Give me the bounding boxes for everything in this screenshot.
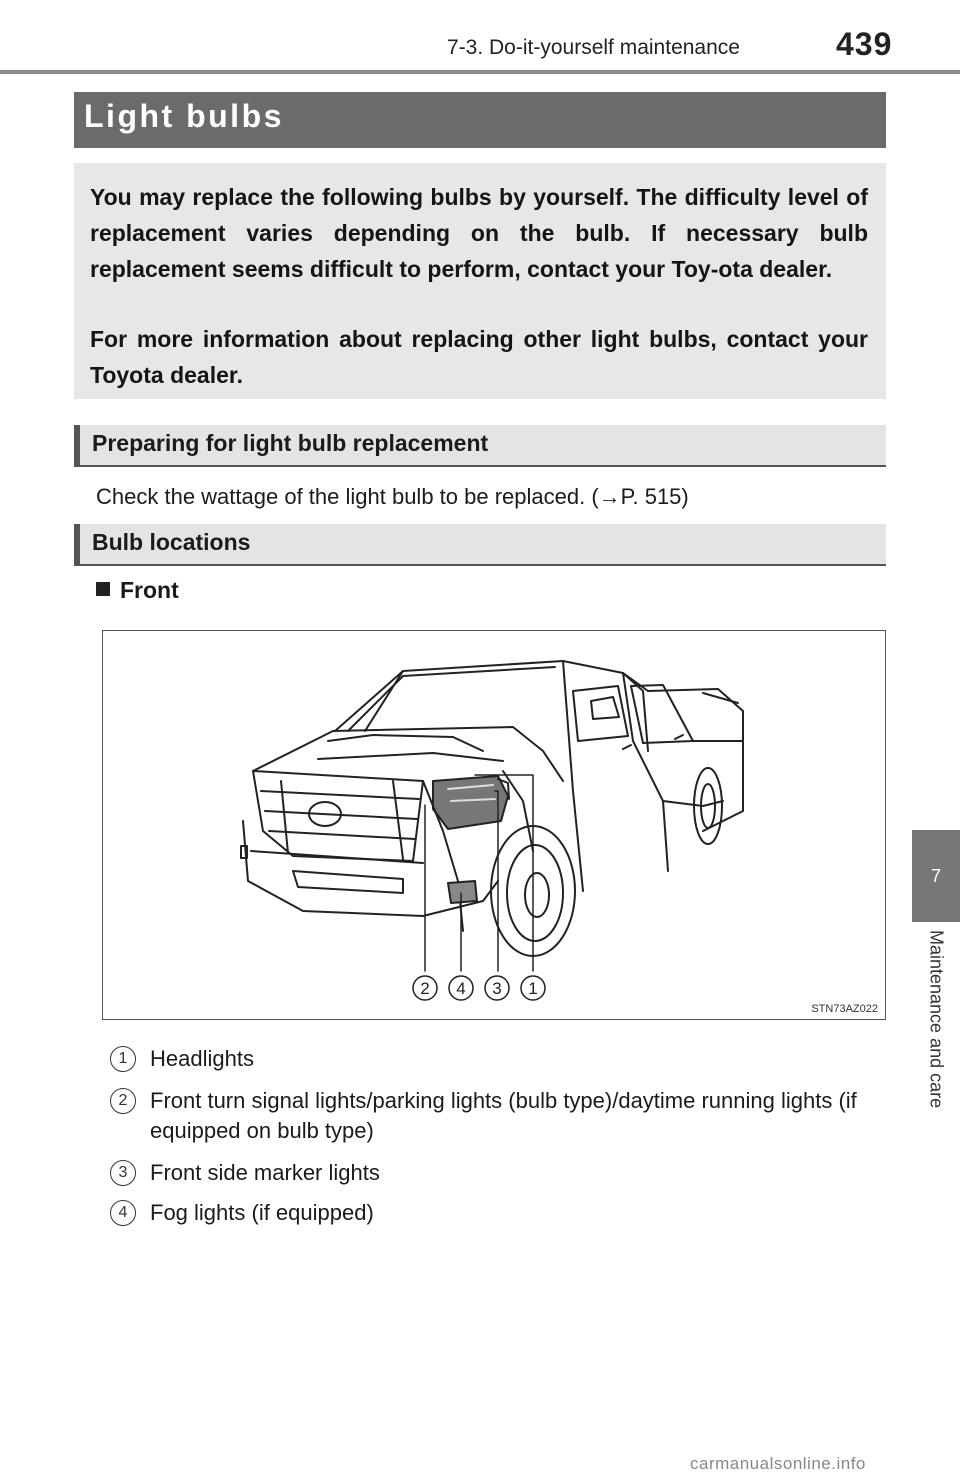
callout-label: 1 <box>528 979 538 998</box>
legend-text: Headlights <box>150 1046 254 1071</box>
chapter-tab <box>912 922 960 1182</box>
legend-number: 2 <box>110 1088 136 1114</box>
header-section-title: 7-3. Do-it-yourself maintenance <box>447 36 740 59</box>
section-heading-text: Preparing for light bulb replacement <box>92 430 489 456</box>
section-heading-text: Bulb locations <box>92 529 251 555</box>
legend-text: Front turn signal lights/parking lights (bulb type)/daytime running lights (if equipped on bulb type) <box>150 1088 857 1143</box>
callout-label: 3 <box>492 979 502 998</box>
legend-number: 4 <box>110 1200 136 1226</box>
header-rule <box>0 70 960 74</box>
figure-code: STN73AZ022 <box>811 1003 878 1015</box>
legend-text: Fog lights (if equipped) <box>150 1200 374 1225</box>
truck-figure <box>102 630 886 1020</box>
truck-illustration <box>103 631 885 1019</box>
chapter-tab-number: 7 <box>912 830 960 922</box>
title-bar <box>74 92 886 148</box>
intro-paragraph-2: For more information about replacing other light bulbs, contact your Toyota dealer. <box>90 326 868 388</box>
square-bullet-icon <box>96 582 110 596</box>
callout-label: 4 <box>456 979 466 998</box>
section-heading-preparing <box>74 425 886 467</box>
legend-number: 1 <box>110 1046 136 1072</box>
legend-number: 3 <box>110 1160 136 1186</box>
intro-box <box>74 163 886 399</box>
legend-text: Front side marker lights <box>150 1160 380 1185</box>
watermark: carmanualsonline.info <box>690 1454 866 1473</box>
subheading-front <box>96 577 179 604</box>
page-number: 439 <box>836 26 893 62</box>
chapter-tab-label: Maintenance and care <box>926 930 947 1109</box>
section-heading-locations <box>74 524 886 566</box>
preparing-text: Check the wattage of the light bulb to be replaced. (→P. 515) <box>96 484 689 509</box>
intro-paragraph-1: You may replace the following bulbs by yourself. The difficulty level of replacement varies depending on the bulb. If necessary bulb replacement seems difficult to perform, contact your Toy-ota dealer. <box>90 184 868 282</box>
page-title: Light bulbs <box>84 98 284 134</box>
subheading-text: Front <box>120 577 179 603</box>
callout-label: 2 <box>420 979 430 998</box>
